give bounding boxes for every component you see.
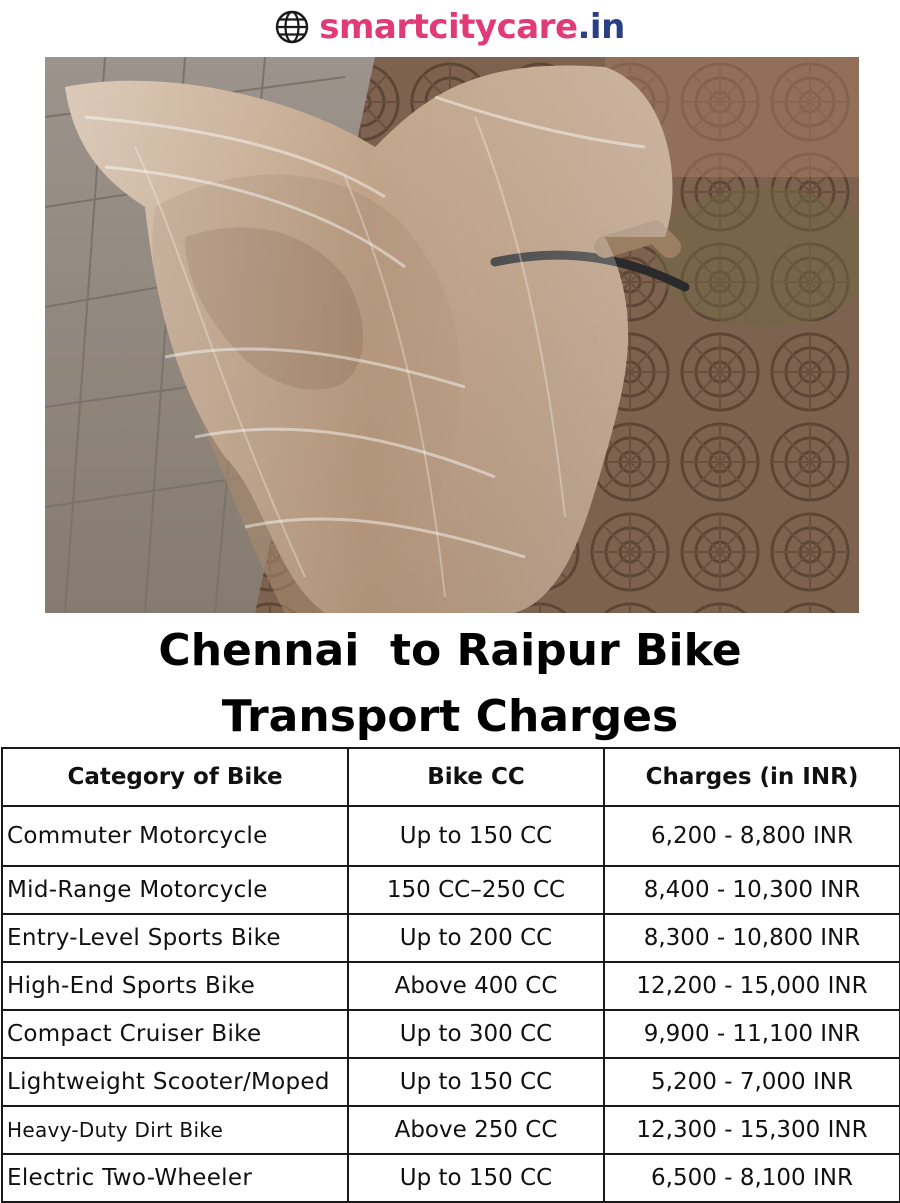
- cell-category: Compact Cruiser Bike: [2, 1010, 348, 1058]
- table-row: [2, 914, 900, 962]
- cell-charges: 8,300 - 10,800 INR: [604, 914, 900, 962]
- cell-category: High-End Sports Bike: [2, 962, 348, 1010]
- header-category: Category of Bike: [2, 748, 348, 806]
- table-row: [2, 1106, 900, 1154]
- cell-bike-cc: Up to 200 CC: [348, 914, 604, 962]
- cell-category: Heavy-Duty Dirt Bike: [2, 1106, 348, 1154]
- cell-charges: 6,200 - 8,800 INR: [604, 806, 900, 866]
- bike-photo: [45, 57, 859, 613]
- brand-name[interactable]: [319, 7, 625, 47]
- cell-bike-cc: Up to 150 CC: [348, 806, 604, 866]
- cell-category: Lightweight Scooter/Moped: [2, 1058, 348, 1106]
- brand-header: [0, 4, 900, 50]
- cell-bike-cc: Above 250 CC: [348, 1106, 604, 1154]
- globe-icon: [275, 10, 309, 44]
- cell-category: Mid-Range Motorcycle: [2, 866, 348, 914]
- cell-charges: 12,200 - 15,000 INR: [604, 962, 900, 1010]
- cell-category: Electric Two-Wheeler: [2, 1154, 348, 1202]
- cell-charges: 12,300 - 15,300 INR: [604, 1106, 900, 1154]
- charges-table: [1, 747, 900, 1203]
- table-row: [2, 1154, 900, 1202]
- header-charges: Charges (in INR): [604, 748, 900, 806]
- header-bike-cc: Bike CC: [348, 748, 604, 806]
- page-title: Chennai to Raipur Bike Transport Charges: [158, 625, 742, 742]
- table-row: [2, 1058, 900, 1106]
- brand-name-tld: .in: [577, 7, 625, 47]
- cell-charges: 6,500 - 8,100 INR: [604, 1154, 900, 1202]
- cell-bike-cc: Above 400 CC: [348, 962, 604, 1010]
- cell-bike-cc: Up to 150 CC: [348, 1058, 604, 1106]
- cell-charges: 8,400 - 10,300 INR: [604, 866, 900, 914]
- cell-category: Entry-Level Sports Bike: [2, 914, 348, 962]
- table-row: [2, 1010, 900, 1058]
- cell-category: Commuter Motorcycle: [2, 806, 348, 866]
- cell-bike-cc: Up to 150 CC: [348, 1154, 604, 1202]
- cell-bike-cc: Up to 300 CC: [348, 1010, 604, 1058]
- table-row: [2, 962, 900, 1010]
- table-row: [2, 866, 900, 914]
- table-header-row: [2, 748, 900, 806]
- cell-charges: 5,200 - 7,000 INR: [604, 1058, 900, 1106]
- table-row: [2, 806, 900, 866]
- cell-charges: 9,900 - 11,100 INR: [604, 1010, 900, 1058]
- brand-name-main: smartcitycare: [319, 7, 578, 47]
- cell-bike-cc: 150 CC–250 CC: [348, 866, 604, 914]
